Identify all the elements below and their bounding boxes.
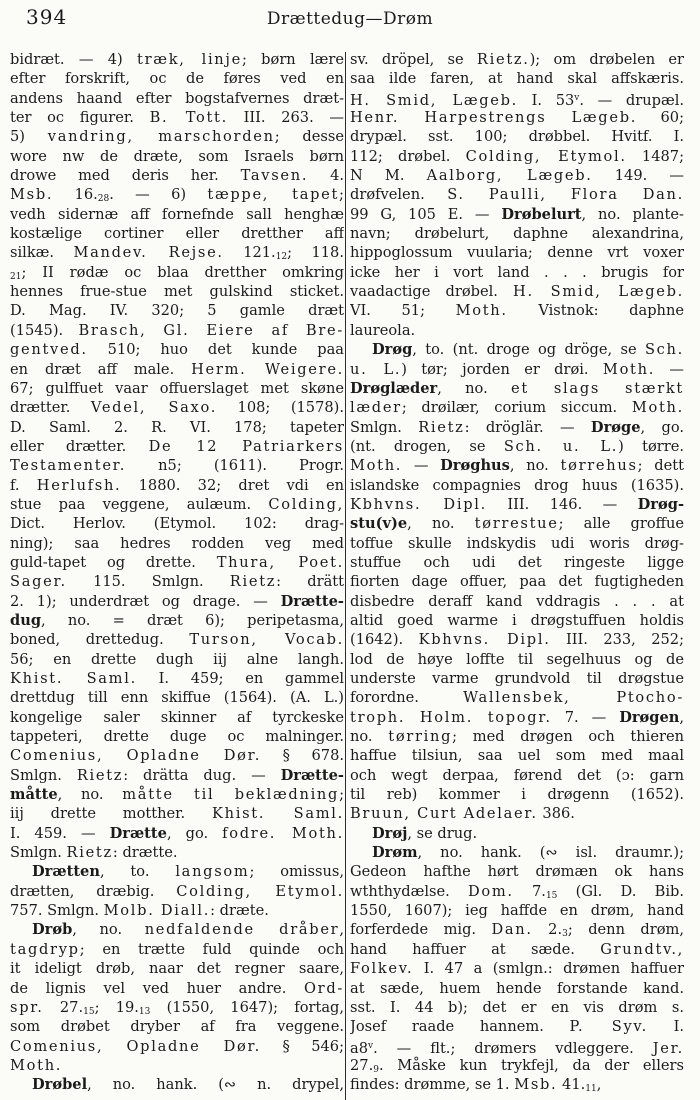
text-line: vedh sidernæ aff fornefnde sall henghæ bbox=[10, 205, 344, 223]
text-line: $_{21}$; II rødæ oc blaa dretther omkring bbox=[10, 263, 344, 282]
text-line: ning); saa hedres rodden veg med bbox=[10, 534, 344, 552]
text-line: stuffue och udi det ringeste ligge bbox=[350, 553, 684, 571]
text-line: læder; drøilær, corium siccum. Moth. bbox=[350, 399, 684, 417]
text-line: Khist. Saml. I. 459; en gammel bbox=[10, 670, 344, 687]
text-line: bidræt. — 4) træk, linje; børn lære bbox=[10, 51, 344, 68]
text-line: Folkev. I. 47 a (smlgn.: drømen haffuer bbox=[350, 960, 684, 978]
text-line: f. Herlufsh. 1880. 32; dret vdi en bbox=[10, 476, 344, 494]
text-line: Testamenter. n5; (1611). Progr. bbox=[10, 457, 344, 475]
text-line: Drøb, no. nedfaldende dråber, bbox=[32, 921, 344, 939]
text-line: gentved. 510; huo det kunde paa bbox=[10, 341, 344, 359]
text-line: N M. Aalborg, Lægeb. 149. — bbox=[350, 167, 684, 185]
text-line: Msb. $16._{28}$. — 6) tæppe, tapet; bbox=[10, 186, 344, 205]
text-line: VI. 51; Moth. Vistnok: daphne bbox=[350, 302, 684, 320]
text-line: de lignis vel ved huer andre. Ord- bbox=[10, 979, 344, 997]
text-line: drætter. Vedel, Saxo. 108; (1578). bbox=[10, 399, 344, 417]
text-line: Gedeon hafthe hørt drømæn ok hans bbox=[350, 863, 684, 881]
text-line: (nt. drogen, se Sch. u. L.) tørre. bbox=[350, 437, 684, 455]
text-line: Sager. 115. Smlgn. Rietz: drätt bbox=[10, 573, 344, 591]
text-line: dug, no. = dræt 6); peripetasma, bbox=[10, 611, 344, 629]
text-line: haffue tilsiun, saa uel som med maal bbox=[350, 747, 684, 765]
text-line: 99 G, 105 E. — Drøbelurt, no. plante- bbox=[350, 205, 684, 223]
text-line: wththydælse. Dom. $7._{15}$ (Gl. D. Bib. bbox=[350, 882, 684, 901]
text-line: Drætten, to. langsom; omissus, bbox=[32, 863, 344, 881]
text-line: stu(v)e, no. tørrestue; alle groffue bbox=[350, 515, 684, 533]
text-line: til reb) kommer i drøgenn (1652). bbox=[350, 786, 684, 804]
text-line: disbedre deraff kand vddragis . . . at bbox=[350, 592, 684, 610]
text-line: sv. dröpel, se Rietz.); om drøbelen er bbox=[350, 51, 684, 68]
text-line: andens haand efter bogstafvernes dræt- bbox=[10, 89, 344, 107]
text-line: 2. 1); underdræt og drage. — Drætte- bbox=[10, 592, 344, 610]
text-line: kongelige saler skinner af tyrckeske bbox=[10, 708, 344, 726]
text-line: Dict. Herlov. (Etymol. 102: drag- bbox=[10, 515, 344, 533]
column-left bbox=[10, 50, 344, 1100]
text-line: sst. I. 44 b); det er en vis drøm s. bbox=[350, 998, 684, 1016]
column-right bbox=[350, 50, 684, 1100]
text-line: forferdede mig. Dan. $2._3$; denn drøm, bbox=[350, 921, 684, 940]
two-column-body bbox=[0, 48, 700, 1100]
text-line: kostælige cortiner eller dretther aff bbox=[10, 225, 344, 243]
text-line: drypæl. sst. 100; drøbbel. Hvitf. I. bbox=[350, 128, 684, 146]
text-line: $27._9$. Måske kun trykfejl, da der ellers bbox=[350, 1056, 684, 1075]
text-line: D. Mag. IV. 320; 5 gamle dræt bbox=[10, 302, 344, 320]
text-line: H. Smid, Lægeb. I. 53$^v$. — drupæl. bbox=[350, 91, 684, 109]
text-line: Drøbel, no. hank. (∾ n. drypel, bbox=[32, 1076, 344, 1094]
text-line: tappeteri, drette duge oc malninger. bbox=[10, 728, 344, 746]
text-line: 5) vandring, marschorden; desse bbox=[10, 128, 344, 146]
text-line: efter forskrift, oc de føres ved en bbox=[10, 70, 344, 88]
text-line: Moth. — Drøghus, no. tørrehus; dett bbox=[350, 457, 684, 475]
text-line: Drøm, no. hank. (∾ isl. draumr.); bbox=[372, 844, 684, 862]
page-title: Drættedug—Drøm bbox=[266, 9, 434, 29]
text-line: hippoglossum vuularia; denne vrt voxer bbox=[350, 244, 684, 262]
text-line: icke her i vort land . . . brugis for bbox=[350, 263, 684, 281]
text-line: drowe med deris her. Tavsen. 4. bbox=[10, 167, 344, 185]
text-line: Kbhvns. Dipl. III. 146. — Drøg- bbox=[350, 495, 684, 513]
text-line: guld-tapet og drette. Thura, Poet. bbox=[10, 553, 344, 571]
text-line: 67; gulffuet vaar offuerslaget met skøne bbox=[10, 379, 344, 397]
text-line: at sæde, huem hende forstande kand. bbox=[350, 979, 684, 997]
text-line: måtte, no. måtte til beklædning; bbox=[10, 786, 344, 804]
text-line: altid goed warme i drøgstuffuen holdis bbox=[350, 611, 684, 629]
text-line: silkæ. Mandev. Rejse. $121._{12}$; 118. bbox=[10, 244, 344, 263]
text-line: spr. $27._{15}$; $19._{13}$ (1550, 1647); fortag, bbox=[10, 998, 344, 1017]
text-line: lod de høye loffte til segelhuus og de bbox=[350, 650, 684, 668]
text-line: toffue skulle indskydis udi woris drøg- bbox=[350, 534, 684, 552]
text-line: drettdug till enn skiffue (1564). (A. L.) bbox=[10, 689, 344, 707]
text-line: en dræt aff male. Herm. Weigere. bbox=[10, 360, 344, 378]
text-line: u. L.) tør; jorden er drøi. Moth. — bbox=[350, 360, 684, 378]
text-line: ter oc figurer. B. Tott. III. 263. — bbox=[10, 109, 344, 127]
text-line: Comenius, Opladne Dør. § 546; bbox=[10, 1037, 344, 1055]
page-number: 394 bbox=[26, 5, 68, 29]
text-line: D. Saml. 2. R. VI. 178; tapeter bbox=[10, 418, 344, 436]
text-line: drætten, dræbig. Colding, Etymol. bbox=[10, 882, 344, 900]
text-line: islandske compagnies drog huus (1635). bbox=[350, 476, 684, 494]
text-line: drøfvelen. S. Paulli, Flora Dan. bbox=[350, 186, 684, 204]
text-line: (1642). Kbhvns. Dipl. III. 233, 252; bbox=[350, 631, 684, 649]
column-divider bbox=[345, 52, 346, 1100]
text-line: stue paa veggene, aulæum. Colding, bbox=[10, 495, 344, 513]
text-line: forordne. Wallensbek, Ptocho- bbox=[350, 689, 684, 707]
text-line: fiorten dage offuer, paa det fugtigheden bbox=[350, 573, 684, 591]
text-line: laureola. bbox=[350, 321, 416, 339]
text-line: hand haffuer at sæde. Grundtv., bbox=[350, 940, 684, 958]
text-line: som drøbet dryber af fra veggene. bbox=[10, 1018, 344, 1036]
text-line: it ideligt drøb, naar det regner saare, bbox=[10, 960, 344, 978]
text-line: no. tørring; med drøgen och thieren bbox=[350, 728, 684, 746]
text-line: 757. Smlgn. Molb. Diall.: dræte. bbox=[10, 902, 269, 920]
text-line: boned, drettedug. Turson, Vocab. bbox=[10, 631, 344, 649]
text-line: Drøglæder, no. et slags stærkt bbox=[350, 379, 684, 397]
text-line: Drøj, se drug. bbox=[372, 824, 478, 842]
text-line: Bruun, Curt Adelaer. 386. bbox=[350, 805, 575, 823]
text-line: Drøg, to. (nt. droge og dröge, se Sch. bbox=[372, 341, 684, 359]
text-line: navn; drøbelurt, daphne alexandrina, bbox=[350, 225, 684, 243]
text-line: a8$^v$. — flt.; drømers vdleggere. Jer. bbox=[350, 1039, 684, 1056]
text-line: Comenius, Opladne Dør. § 678. bbox=[10, 747, 344, 765]
page-header bbox=[0, 0, 700, 48]
text-line: hennes frue-stue met gulskind sticket. bbox=[10, 283, 344, 301]
text-line: Josef raade hannem. P. Syv. I. bbox=[350, 1018, 684, 1036]
text-line: och wegt derpaa, førend det (ɔ: garn bbox=[350, 766, 684, 784]
text-line: Smlgn. Rietz: dröglär. — Drøge, go. bbox=[350, 418, 684, 436]
text-line: iij drette motther. Khist. Saml. bbox=[10, 805, 344, 823]
text-line: troph. Holm. topogr. 7. — Drøgen, bbox=[350, 708, 684, 726]
text-line: findes: drømme, se 1. Msb. $41._{11}$, bbox=[350, 1076, 602, 1095]
text-line: tagdryp; en trætte fuld quinde och bbox=[10, 940, 344, 958]
text-line: wore nw de dræte, som Israels børn bbox=[10, 147, 344, 165]
text-line: saa ilde faren, at hand skal affskæris. bbox=[350, 70, 684, 88]
text-line: Henr. Harpestrengs Lægeb. 60; bbox=[350, 109, 684, 127]
text-line: (1545). Brasch, Gl. Eiere af Bre- bbox=[10, 321, 344, 339]
text-line: underste varme grundvold til drøgstue bbox=[350, 670, 684, 687]
text-line: 112; drøbel. Colding, Etymol. 1487; bbox=[350, 147, 684, 165]
text-line: I. 459. — Drætte, go. fodre. Moth. bbox=[10, 824, 344, 842]
text-line: Smlgn. Rietz: drætte. bbox=[10, 844, 178, 862]
text-line: eller drætter. De 12 Patriarkers bbox=[10, 437, 344, 455]
text-line: 56; en drette dugh iij alne langh. bbox=[10, 650, 344, 668]
text-line: 1550, 1607); ieg haffde en drøm, hand bbox=[350, 902, 684, 920]
text-line: Smlgn. Rietz: drätta dug. — Drætte- bbox=[10, 766, 344, 784]
text-line: vaadactige drøbel. H. Smid, Lægeb. bbox=[350, 283, 684, 301]
text-line: Moth. bbox=[10, 1056, 63, 1074]
